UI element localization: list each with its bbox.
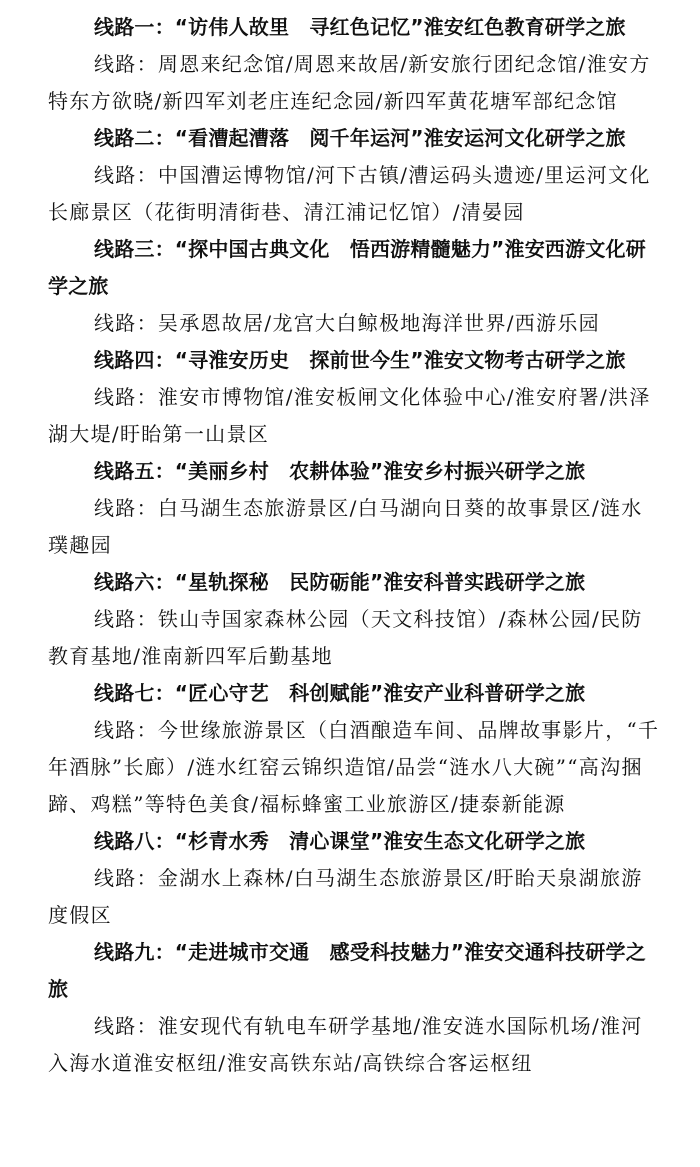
route-title: 线路二：“看漕起漕落 阅千年运河”淮安运河文化研学之旅 — [94, 126, 626, 150]
route-stops: 铁山寺国家森林公园（天文科技馆）/森林公园/民防教育基地/淮南新四军后勤基地 — [48, 607, 643, 668]
route-1 — [48, 9, 660, 120]
route-label: 线路： — [94, 52, 158, 76]
route-label: 线路： — [94, 866, 158, 890]
route-9 — [48, 934, 660, 1082]
route-stops: 今世缘旅游景区（白酒酿造车间、品牌故事影片，“千年酒脉”长廊）/涟水红窑云锦织造馆/品尝“涟水八大碗”“高沟捆蹄、鸡糕”等特色美食/福标蜂蜜工业旅游区/捷泰新能源 — [48, 718, 660, 816]
route-description — [48, 1008, 660, 1082]
route-description — [48, 157, 660, 231]
route-4 — [48, 342, 660, 453]
route-stops: 中国漕运博物馆/河下古镇/漕运码头遗迹/里运河文化长廊景区（花街明清街巷、清江浦记忆馆）/清晏园 — [48, 163, 651, 224]
route-8 — [48, 823, 660, 934]
route-title: 线路三：“探中国古典文化 悟西游精髓魅力”淮安西游文化研学之旅 — [48, 237, 646, 298]
route-label: 线路： — [94, 311, 158, 335]
route-stops: 淮安市博物馆/淮安板闸文化体验中心/淮安府署/洪泽湖大堤/盱眙第一山景区 — [48, 385, 651, 446]
route-title: 线路六：“星轨探秘 民防砺能”淮安科普实践研学之旅 — [94, 570, 586, 594]
route-description — [48, 601, 660, 675]
route-description — [48, 305, 660, 342]
route-title: 线路五：“美丽乡村 农耕体验”淮安乡村振兴研学之旅 — [94, 459, 586, 483]
route-label: 线路： — [94, 496, 158, 520]
route-title: 线路一：“访伟人故里 寻红色记忆”淮安红色教育研学之旅 — [94, 15, 626, 39]
route-label: 线路： — [94, 718, 158, 742]
route-description — [48, 379, 660, 453]
route-3 — [48, 231, 660, 342]
route-stops: 淮安现代有轨电车研学基地/淮安涟水国际机场/淮河入海水道淮安枢纽/淮安高铁东站/高铁综合客运枢纽 — [48, 1014, 643, 1075]
route-stops: 周恩来纪念馆/周恩来故居/新安旅行团纪念馆/淮安方特东方欲晓/新四军刘老庄连纪念园/新四军黄花塘军部纪念馆 — [48, 52, 651, 113]
route-description — [48, 860, 660, 934]
route-stops: 吴承恩故居/龙宫大白鲸极地海洋世界/西游乐园 — [157, 311, 600, 335]
route-2 — [48, 120, 660, 231]
route-label: 线路： — [94, 385, 158, 409]
route-label: 线路： — [94, 163, 158, 187]
route-5 — [48, 453, 660, 564]
route-7 — [48, 675, 660, 823]
route-label: 线路： — [94, 607, 158, 631]
route-stops: 白马湖生态旅游景区/白马湖向日葵的故事景区/涟水璞趣园 — [48, 496, 643, 557]
route-description — [48, 712, 660, 823]
route-description — [48, 490, 660, 564]
route-title: 线路九：“走进城市交通 感受科技魅力”淮安交通科技研学之旅 — [48, 940, 646, 1001]
route-description — [48, 46, 660, 120]
route-label: 线路： — [94, 1014, 158, 1038]
route-6 — [48, 564, 660, 675]
route-title: 线路八：“杉青水秀 清心课堂”淮安生态文化研学之旅 — [94, 829, 586, 853]
route-stops: 金湖水上森林/白马湖生态旅游景区/盱眙天泉湖旅游度假区 — [48, 866, 643, 927]
route-title: 线路四：“寻淮安历史 探前世今生”淮安文物考古研学之旅 — [94, 348, 626, 372]
route-title: 线路七：“匠心守艺 科创赋能”淮安产业科普研学之旅 — [94, 681, 586, 705]
